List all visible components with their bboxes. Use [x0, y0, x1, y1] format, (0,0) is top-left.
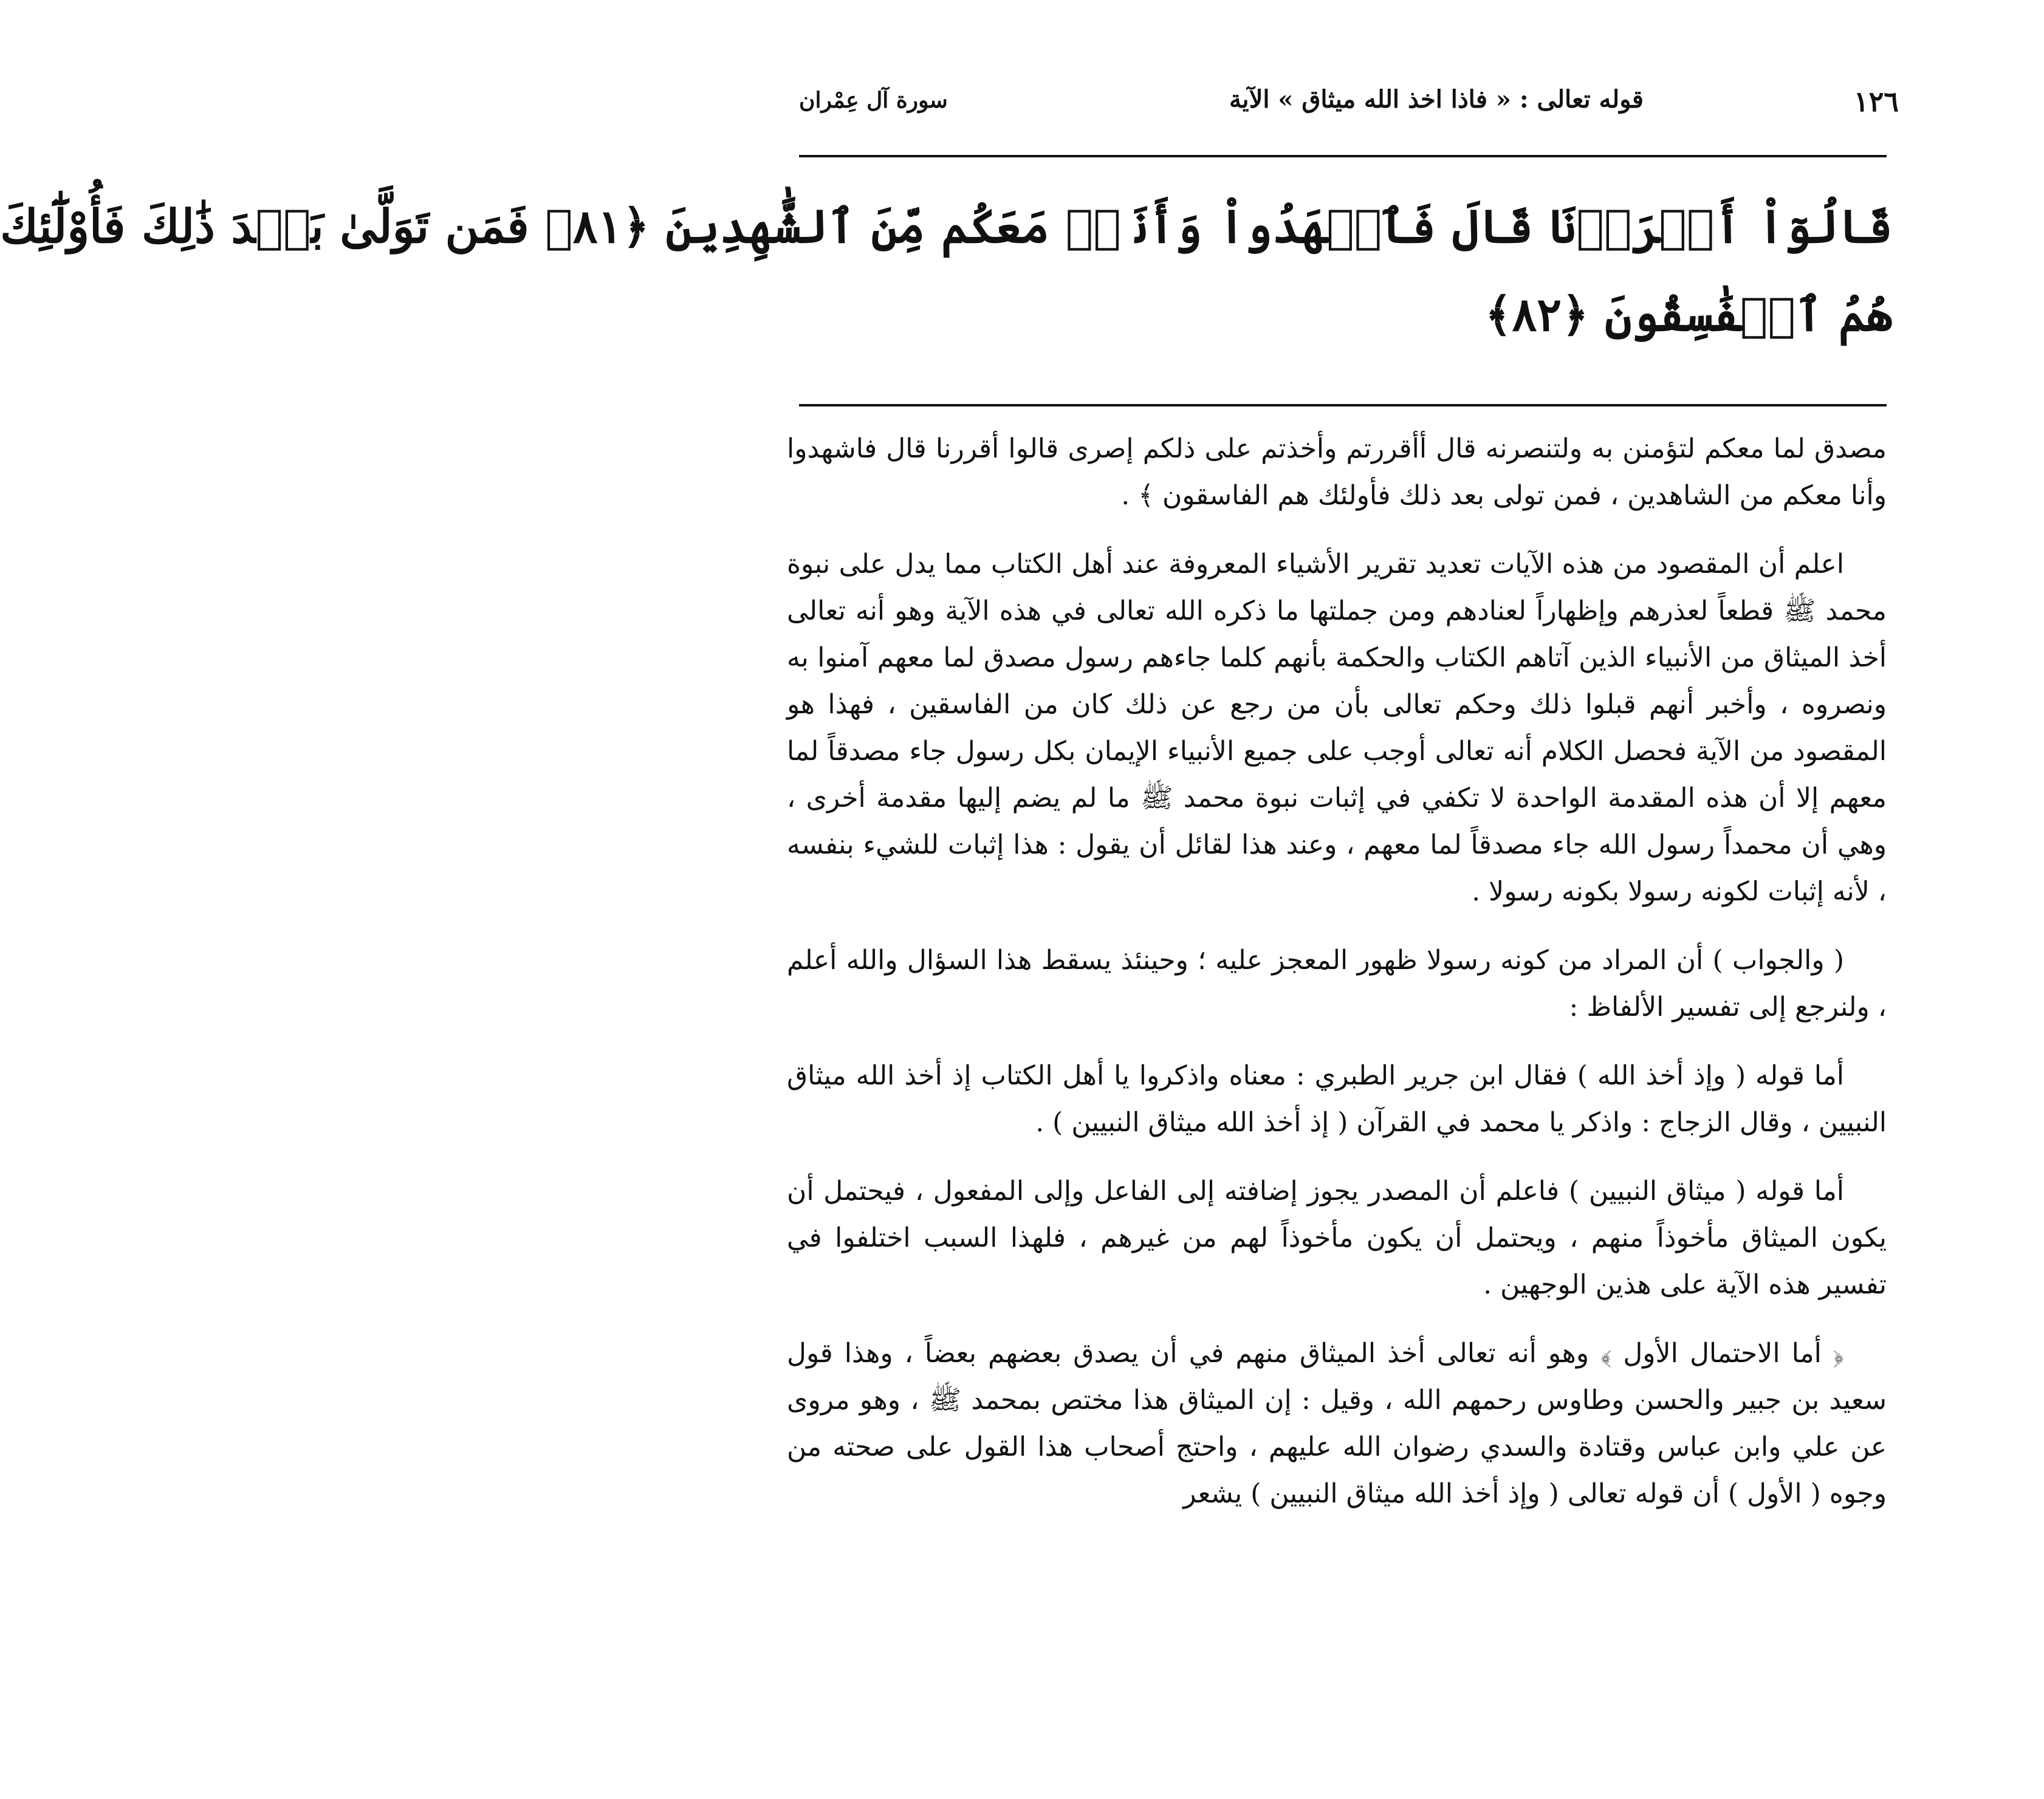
quran-verse-block — [0, 182, 1893, 389]
verse-divider — [799, 404, 1887, 406]
verse-line: قَالُوٓاْ أَقۡرَرۡنَا قَالَ فَٱشۡهَدُواْ وَأَنَا۠ مَعَكُم مِّنَ ٱلشَّٰهِدِينَ ﴿٨١﴾ فَمَن تَوَلَّىٰ بَعۡدَ ذَٰلِكَ فَأُوْلَٰٓئِكَ — [0, 199, 1893, 253]
running-header — [799, 85, 1899, 134]
header-divider — [799, 155, 1887, 157]
paragraph: أما قوله ( وإذ أخذ الله ) فقال ابن جرير الطبري : معناه واذكروا يا أهل الكتاب إذ أخذ الله ميثاق النبيين ، وقال الزجاج : واذكر يا محمد في القرآن ( إذ أخذ الله ميثاق النبيين ) . — [787, 1060, 1887, 1138]
page-number: ١٢٦ — [1853, 85, 1899, 118]
paragraph: ﴿ أما الاحتمال الأول ﴾ وهو أنه تعالى أخذ الميثاق منهم في أن يصدق بعضهم بعضاً ، وهذا قول سعيد بن جبير والحسن وطاوس رحمهم الله ، وقيل : إن الميثاق هذا مختص بمحمد ﷺ ، وهو مروى عن علي وابن عباس وقتادة والسدي رضوان الله عليهم ، واحتج أصحاب هذا القول على صحته من وجوه ( الأول ) أن قوله تعالى ( وإذ أخذ الله ميثاق النبيين ) يشعر — [787, 1338, 1887, 1509]
verse-line: هُمُ ٱلۡفَٰسِقُونَ ﴿٨٢﴾ — [1484, 287, 1893, 341]
paragraph: ( والجواب ) أن المراد من كونه رسولا ظهور المعجز عليه ؛ وحينئذ يسقط هذا السؤال والله أعلم ، ولنرجع إلى تفسير الألفاظ : — [787, 945, 1887, 1023]
paragraph: مصدق لما معكم لتؤمنن به ولتنصرنه قال أأقررتم وأخذتم على ذلكم إصرى قالوا أقررنا قال فاشهدوا وأنا معكم من الشاهدين ، فمن تولى بعد ذلك فأولئك هم الفاسقون ﴾ . — [787, 433, 1887, 511]
header-title: قوله تعالى : « فاذا اخذ الله ميثاق » الآية — [1229, 85, 1644, 114]
commentary-text — [787, 425, 1887, 1539]
surah-name: سورة آل عِمْران — [799, 87, 948, 113]
paragraph: أما قوله ( ميثاق النبيين ) فاعلم أن المصدر يجوز إضافته إلى الفاعل وإلى المفعول ، فيحتمل أن يكون الميثاق مأخوذاً منهم ، ويحتمل أن يكون مأخوذاً لهم من غيرهم ، فلهذا السبب اختلفوا في تفسير هذه الآية على هذين الوجهين . — [787, 1176, 1887, 1300]
paragraph: اعلم أن المقصود من هذه الآيات تعديد تقرير الأشياء المعروفة عند أهل الكتاب مما يدل على نبوة محمد ﷺ قطعاً لعذرهم وإظهاراً لعنادهم ومن جملتها ما ذكره الله تعالى في هذه الآية وهو أنه تعالى أخذ الميثاق من الأنبياء الذين آتاهم الكتاب والحكمة بأنهم كلما جاءهم رسول مصدق لما معهم آمنوا به ونصروه ، وأخبر أنهم قبلوا ذلك وحكم تعالى بأن من رجع عن ذلك كان من الفاسقين ، فهذا هو المقصود من الآية فحصل الكلام أنه تعالى أوجب على جميع الأنبياء الإيمان بكل رسول جاء مصدقاً لما معهم إلا أن هذه المقدمة الواحدة لا تكفي في إثبات نبوة محمد ﷺ ما لم يضم إليها مقدمة أخرى ، وهي أن محمداً رسول الله جاء مصدقاً لما معهم ، وعند هذا لقائل أن يقول : هذا إثبات للشيء بنفسه ، لأنه إثبات لكونه رسولا بكونه رسولا . — [787, 549, 1887, 907]
